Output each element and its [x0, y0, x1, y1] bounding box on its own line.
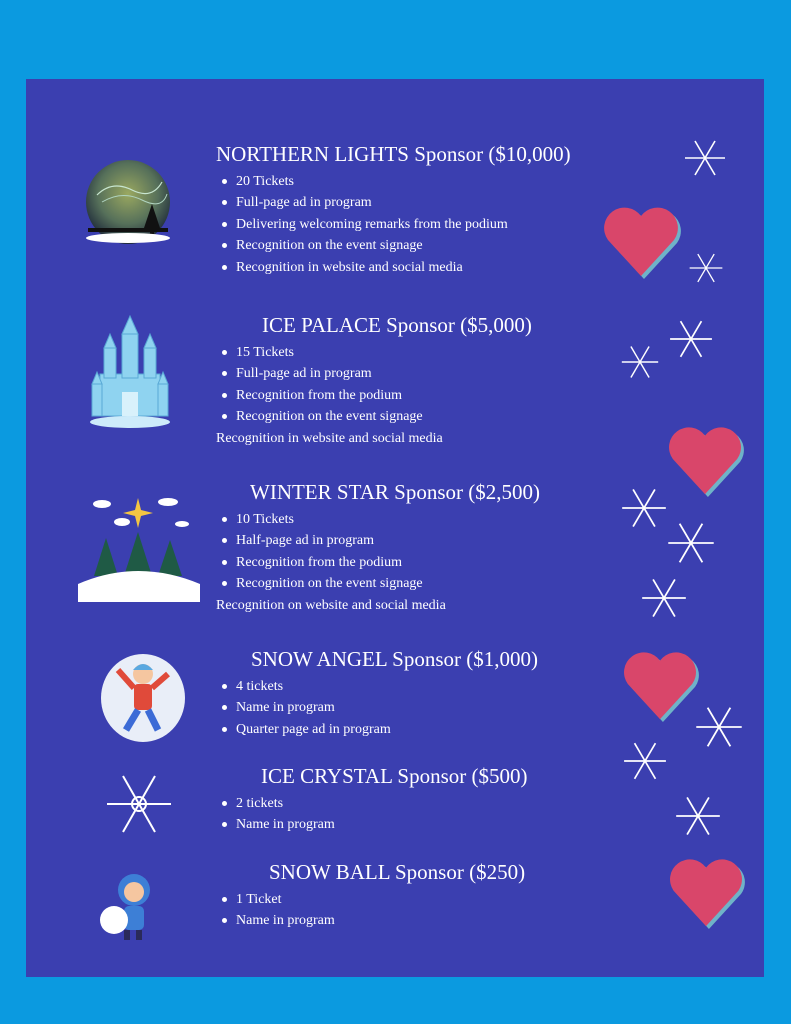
tier-title: SNOW ANGEL Sponsor ($1,000) — [251, 647, 538, 671]
heart-icon — [665, 420, 745, 498]
benefit-list — [216, 342, 532, 428]
snowflake-icon — [103, 768, 175, 840]
snowflake-icon — [620, 484, 668, 532]
benefit-item: Recognition from the podium — [236, 385, 532, 406]
snowflake-icon — [622, 738, 668, 784]
tier-title: SNOW BALL Sponsor ($250) — [269, 860, 526, 884]
benefit-item: Full-page ad in program — [236, 363, 532, 384]
snowflake-icon — [688, 250, 724, 286]
tier-title: ICE PALACE Sponsor ($5,000) — [262, 313, 532, 337]
benefit-list — [216, 171, 571, 278]
tier-title: NORTHERN LIGHTS Sponsor ($10,000) — [216, 142, 571, 166]
benefit-item: 1 Ticket — [236, 889, 525, 910]
benefit-item: Recognition in website and social media — [236, 257, 571, 278]
tier-ice-crystal — [216, 764, 527, 836]
tier-ice-palace — [216, 313, 532, 449]
winter-star-icon — [78, 484, 200, 602]
benefit-item: Recognition on the event signage — [236, 573, 540, 594]
snowflake-icon — [640, 574, 688, 622]
benefit-list — [216, 889, 525, 932]
benefit-list — [216, 509, 540, 595]
snowball-kid-icon — [96, 870, 162, 944]
snowflake-icon — [694, 702, 744, 752]
benefit-item: 20 Tickets — [236, 171, 571, 192]
heart-icon — [600, 200, 682, 280]
heart-icon — [620, 645, 700, 723]
benefit-item: Delivering welcoming remarks from the podium — [236, 214, 571, 235]
benefit-extra-line: Recognition in website and social media — [216, 430, 443, 446]
benefit-item: Quarter page ad in program — [236, 719, 538, 740]
benefit-item: 10 Tickets — [236, 509, 540, 530]
snowflake-icon — [620, 342, 660, 382]
benefit-item: 2 tickets — [236, 793, 527, 814]
ice-palace-icon — [88, 314, 172, 430]
benefit-list — [216, 793, 527, 836]
tier-title: WINTER STAR Sponsor ($2,500) — [250, 480, 540, 504]
snowflake-icon — [666, 518, 716, 568]
benefit-item: Recognition on the event signage — [236, 235, 571, 256]
heart-icon — [666, 852, 746, 930]
tier-title: ICE CRYSTAL Sponsor ($500) — [261, 764, 528, 788]
benefit-item: 15 Tickets — [236, 342, 532, 363]
snowflake-icon — [674, 792, 722, 840]
tier-winter-star — [216, 480, 540, 616]
snow-angel-icon — [96, 646, 190, 746]
benefit-item: 4 tickets — [236, 676, 538, 697]
tier-snow-angel — [216, 647, 538, 740]
benefit-list — [216, 676, 538, 740]
benefit-item: Name in program — [236, 910, 525, 931]
benefit-item: Name in program — [236, 697, 538, 718]
benefit-item: Full-page ad in program — [236, 192, 571, 213]
benefit-item: Recognition on the event signage — [236, 406, 532, 427]
northern-lights-icon — [82, 160, 174, 246]
snowflake-icon — [683, 136, 727, 180]
benefit-item: Recognition from the podium — [236, 552, 540, 573]
benefit-item: Name in program — [236, 814, 527, 835]
tier-northern-lights — [216, 142, 571, 278]
benefit-item: Half-page ad in program — [236, 530, 540, 551]
tier-snow-ball — [216, 860, 525, 932]
benefit-extra-line: Recognition on website and social media — [216, 597, 446, 613]
snowflake-icon — [668, 316, 714, 362]
